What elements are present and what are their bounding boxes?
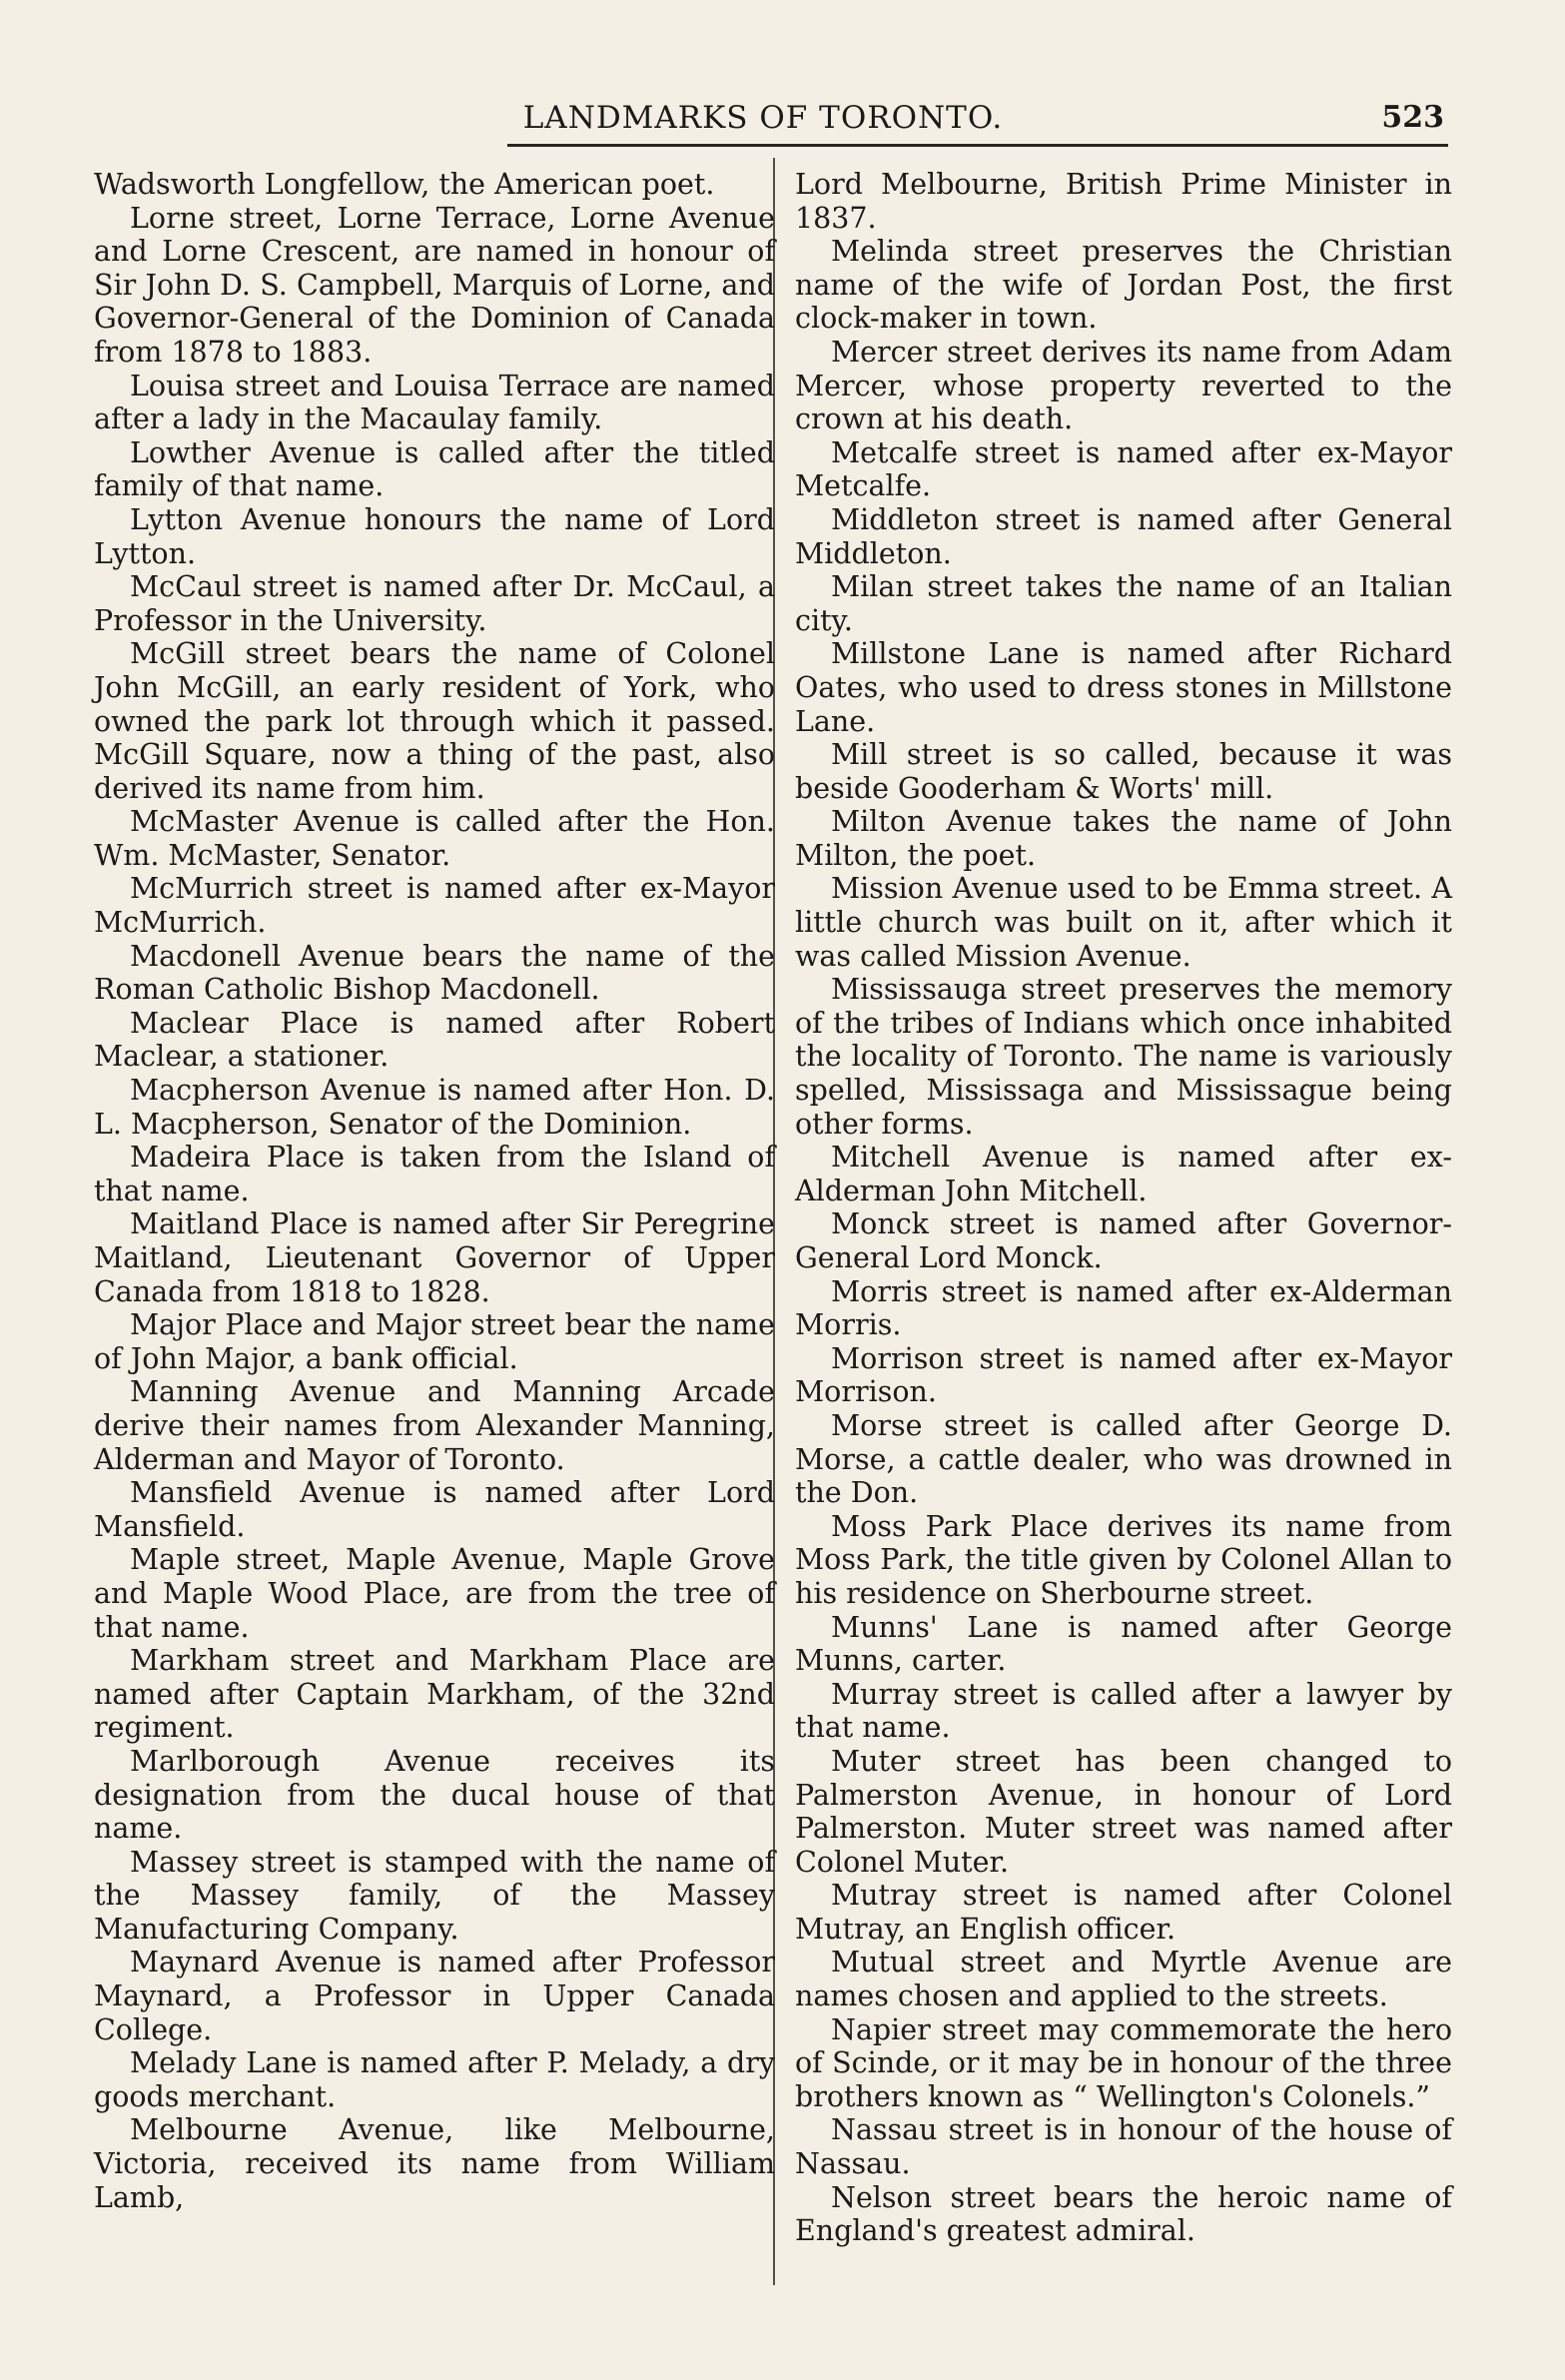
street-entry: Lorne street, Lorne Terrace, Lorne Avenue and Lorne Crescent, are named in honour of Sir John D. S. Campbell, Marquis of Lorne, and Governor-General of the Dominion of Canada from 1878 to 1883. [94,201,775,369]
street-entry: Nelson street bears the heroic name of England's greatest admiral. [795,2180,1452,2248]
street-entry: McGill street bears the name of Colonel John McGill, an early resident of York, who owned the park lot through which it passed. McGill Square, now a thing of the past, also derived its name from him. [94,637,775,805]
street-entry: Muter street has been changed to Palmerston Avenue, in honour of Lord Palmerston. Muter street was named after Colonel Muter. [795,1744,1452,1879]
street-entry: Mutray street is named after Colonel Mutray, an English officer. [795,1879,1452,1946]
street-entry: Melady Lane is named after P. Melady, a dry goods merchant. [94,2046,775,2113]
street-entry: Major Place and Major street bear the name of John Major, a bank official. [94,1308,775,1375]
left-column [94,168,775,2214]
street-entry: Maple street, Maple Avenue, Maple Grove and Maple Wood Place, are from the tree of that name. [94,1543,775,1644]
street-entry: Mill street is so called, because it was beside Gooderham & Worts' mill. [795,738,1452,805]
street-entry: Lytton Avenue honours the name of Lord Lytton. [94,502,775,570]
street-entry: Maynard Avenue is named after Professor Maynard, a Professor in Upper Canada College. [94,1946,775,2046]
street-entry: Mansfield Avenue is named after Lord Mansfield. [94,1476,775,1543]
street-entry: Moss Park Place derives its name from Moss Park, the title given by Colonel Allan to his residence on Sherbourne street. [795,1509,1452,1610]
street-entry: Milan street takes the name of an Italian city. [795,570,1452,637]
right-column [795,168,1452,2248]
street-entry: Melinda street preserves the Christian name of the wife of Jordan Post, the first clock-maker in town. [795,235,1452,336]
street-entry: Massey street is stamped with the name of the Massey family, of the Massey Manufacturing Company. [94,1845,775,1946]
street-entry: Mutual street and Myrtle Avenue are names chosen and applied to the streets. [795,1946,1452,2013]
street-entry: McMurrich street is named after ex-Mayor McMurrich. [94,872,775,940]
street-entry: Markham street and Markham Place are named after Captain Markham, of the 32nd regiment. [94,1644,775,1745]
street-entry: Melbourne Avenue, like Melbourne, Victoria, received its name from William Lamb, [94,2113,775,2214]
street-entry: Mission Avenue used to be Emma street. A little church was built on it, after which it was called Mission Avenue. [795,872,1452,973]
street-entry: Morse street is called after George D. Morse, a cattle dealer, who was drowned in the Don. [795,1408,1452,1510]
street-entry: Munns' Lane is named after George Munns, carter. [795,1610,1452,1678]
running-head: LANDMARKS OF TORONTO. [522,100,1004,136]
street-entry: Millstone Lane is named after Richard Oates, who used to dress stones in Millstone Lane. [795,637,1452,738]
street-entry: Marlborough Avenue receives its designation from the ducal house of that name. [94,1744,775,1846]
street-entry: Lowther Avenue is called after the titled family of that name. [94,435,775,503]
street-entry: Mercer street derives its name from Adam Mercer, whose property reverted to the crown at his death. [795,335,1452,436]
street-entry: Napier street may commemorate the hero of Scinde, or it may be in honour of the three brothers known as “ Wellington's Colonels.” [795,2012,1452,2113]
street-entry: Monck street is named after Governor-General Lord Monck. [795,1207,1452,1274]
street-entry: Maclear Place is named after Robert Maclear, a stationer. [94,1006,775,1074]
street-entry: Murray street is called after a lawyer by that name. [795,1677,1452,1745]
page-header [78,92,1448,140]
street-entry: Middleton street is named after General Middleton. [795,502,1452,570]
street-entry: Macpherson Avenue is named after Hon. D. L. Macpherson, Senator of the Dominion. [94,1074,775,1141]
street-entry: Lord Melbourne, British Prime Minister in 1837. [795,168,1452,235]
street-entry: Maitland Place is named after Sir Peregrine Maitland, Lieutenant Governor of Upper Canada from 1818 to 1828. [94,1207,775,1308]
street-entry: Morrison street is named after ex-Mayor Morrison. [795,1341,1452,1409]
street-entry: Mitchell Avenue is named after ex-Alderman John Mitchell. [795,1141,1452,1207]
street-entry: Madeira Place is taken from the Island of that name. [94,1141,775,1207]
street-entry: McCaul street is named after Dr. McCaul, a Professor in the University. [94,570,775,637]
street-entry: Macdonell Avenue bears the name of the Roman Catholic Bishop Macdonell. [94,939,775,1007]
street-entry: Louisa street and Louisa Terrace are named after a lady in the Macaulay family. [94,369,775,436]
street-entry: Mississauga street preserves the memory of the tribes of Indians which once inhabited the locality of Toronto. The name is variously spelled, Mississaga and Mississague being other forms. [795,973,1452,1141]
street-entry: Morris street is named after ex-Alderman Morris. [795,1274,1452,1342]
street-entry: Manning Avenue and Manning Arcade derive their names from Alexander Manning, Alderman and Mayor of Toronto. [94,1375,775,1476]
page-number: 523 [1381,100,1444,135]
street-entry: Milton Avenue takes the name of John Milton, the poet. [795,805,1452,872]
street-entry: Metcalfe street is named after ex-Mayor Metcalfe. [795,435,1452,503]
street-entry: Wadsworth Longfellow, the American poet. [94,168,715,201]
street-entry: McMaster Avenue is called after the Hon. Wm. McMaster, Senator. [94,805,775,872]
header-rule [507,144,1448,147]
street-entry: Nassau street is in honour of the house of Nassau. [795,2113,1452,2181]
